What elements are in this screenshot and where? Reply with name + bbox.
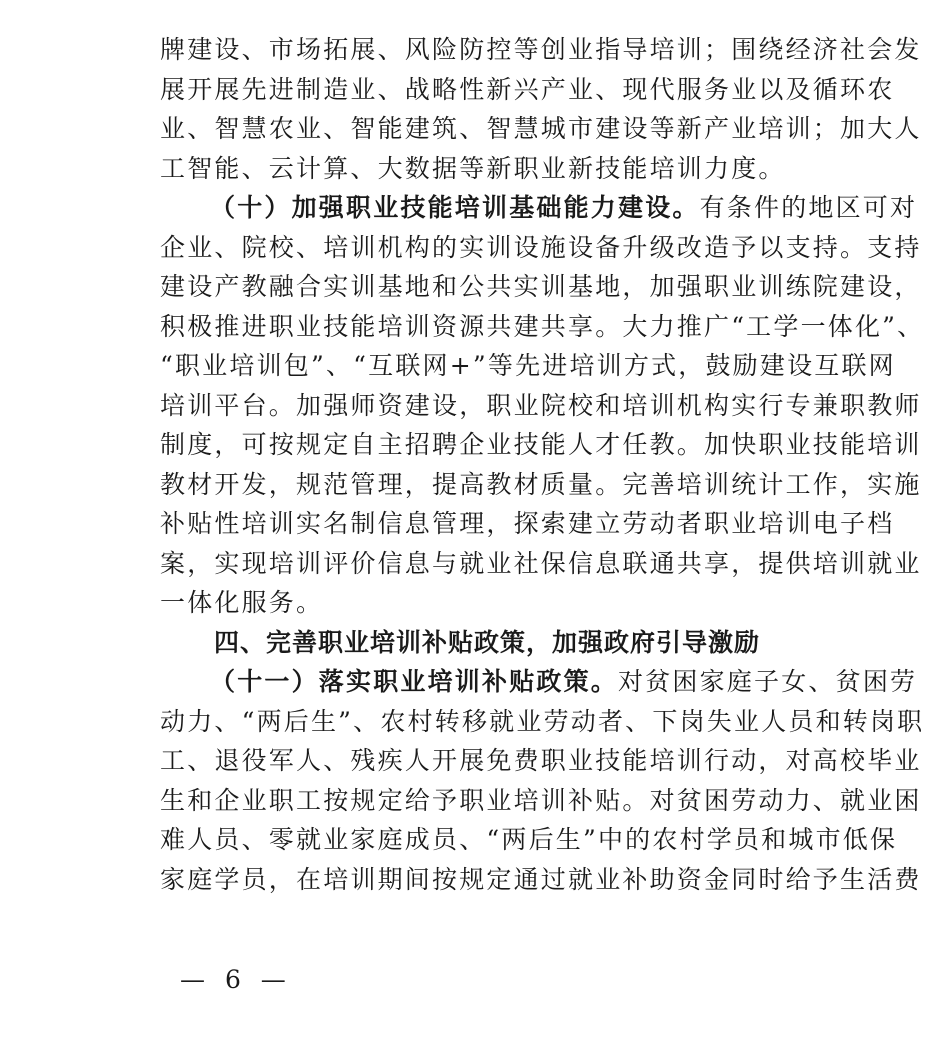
text-line: 生和企业职工按规定给予职业培训补贴。对贫困劳动力、就业困	[160, 785, 922, 815]
text-line: 建设产教融合实训基地和公共实训基地，加强职业训练院建设，	[160, 272, 922, 301]
section-lead: （十一）落实职业培训补贴政策。	[210, 667, 619, 696]
section-lead: （十）加强职业技能培训基础能力建设。	[210, 193, 700, 222]
section-heading: 四、完善职业培训补贴政策，加强政府引导激励	[214, 627, 761, 657]
text-line: 制度，可按规定自主招聘企业技能人才任教。加快职业技能培训	[160, 430, 922, 459]
text-line: 补贴性培训实名制信息管理，探索建立劳动者职业培训电子档	[160, 509, 895, 538]
text-line: 积极推进职业技能培训资源共建共享。大力推广“工学一体化”、	[160, 311, 925, 341]
text-line: “职业培训包”、“互联网+”等先进培训方式，鼓励建设互联网	[160, 351, 896, 380]
text-line: 企业、院校、培训机构的实训设施设备升级改造予以支持。支持	[160, 232, 922, 262]
text-line: 家庭学员，在培训期间按规定通过就业补助资金同时给予生活费	[160, 864, 922, 894]
text-line: 培训平台。加强师资建设，职业院校和培训机构实行专兼职教师	[160, 390, 922, 420]
line-text: 对贫困家庭子女、贫困劳	[618, 667, 918, 696]
text-line	[160, 662, 918, 702]
text-line	[160, 188, 918, 228]
text-line: 展开展先进制造业、战略性新兴产业、现代服务业以及循环农	[160, 74, 895, 104]
page-number: — 6 —	[180, 965, 292, 994]
text-line: 一体化服务。	[160, 588, 324, 617]
text-line: 业、智慧农业、智能建筑、智慧城市建设等新产业培训；加大人	[160, 114, 922, 143]
line-text: 有条件的地区可对	[699, 193, 918, 222]
paragraph-1	[160, 30, 922, 188]
paragraph-3	[160, 662, 925, 899]
text-line: 案，实现培训评价信息与就业社保信息联通共享，提供培训就业	[160, 548, 922, 578]
paragraph-2	[160, 188, 925, 623]
text-line: 工智能、云计算、大数据等新职业新技能培训力度。	[160, 153, 786, 183]
text-line: 牌建设、市场拓展、风险防控等创业指导培训；围绕经济社会发	[160, 35, 922, 64]
text-line: 动力、“两后生”、农村转移就业劳动者、下岗失业人员和转岗职	[160, 706, 925, 736]
text-line: 难人员、零就业家庭成员、“两后生”中的农村学员和城市低保	[160, 825, 898, 854]
text-line: 教材开发，规范管理，提高教材质量。完善培训统计工作，实施	[160, 469, 922, 499]
text-line: 工、退役军人、残疾人开展免费职业技能培训行动，对高校毕业	[160, 746, 922, 775]
